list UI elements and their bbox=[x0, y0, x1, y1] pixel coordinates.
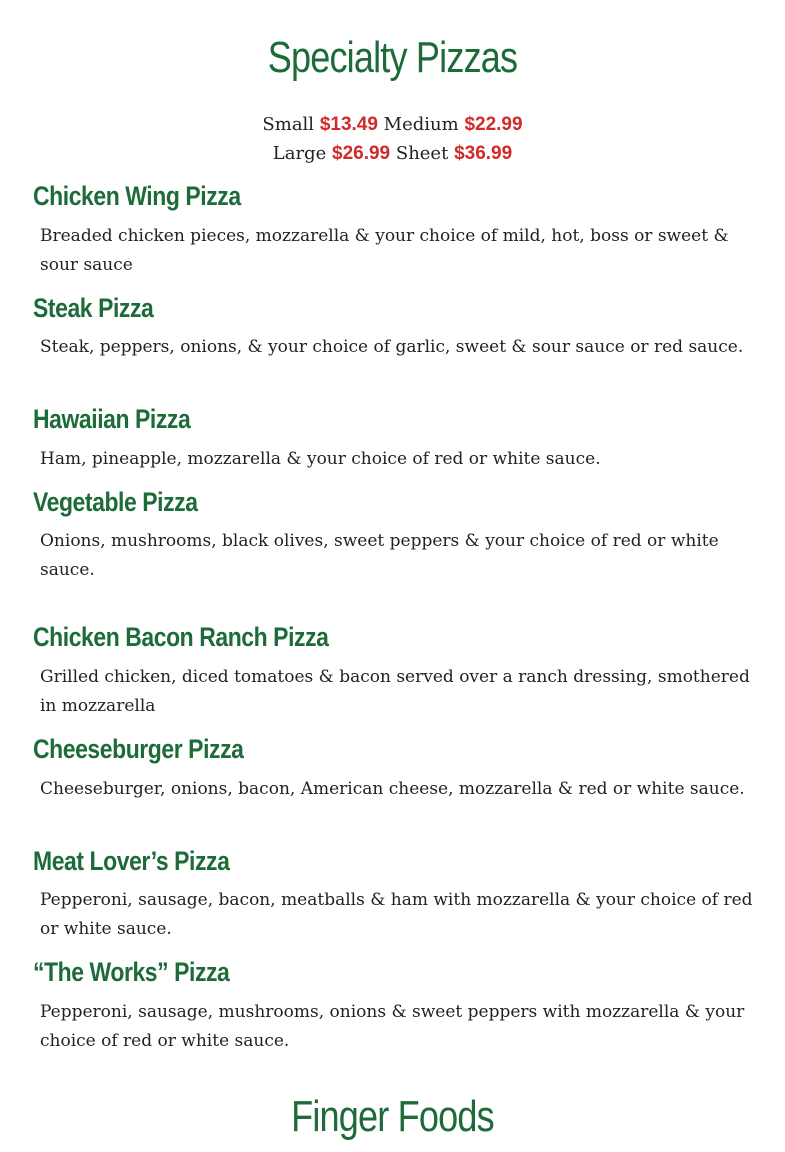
finger-foods-title: Finger Foods bbox=[291, 1092, 494, 1141]
item-desc-meat-lovers: Pepperoni, sausage, bacon, meatballs & ham with mozzarella & your choice of red or white sauce. bbox=[40, 890, 753, 939]
item-desc-hawaiian: Ham, pineapple, mozzarella & your choice of red or white sauce. bbox=[40, 449, 601, 469]
specialty-pizzas-title: Specialty Pizzas bbox=[267, 33, 518, 82]
item-title-hawaiian: Hawaiian Pizza bbox=[33, 404, 191, 434]
item-desc-cheeseburger: Cheeseburger, onions, bacon, American cheese, mozzarella & red or white sauce. bbox=[40, 779, 745, 799]
size-price-list bbox=[0, 110, 785, 168]
item-title-chicken-bacon-ranch: Chicken Bacon Ranch Pizza bbox=[33, 622, 329, 652]
item-title-cheeseburger: Cheeseburger Pizza bbox=[33, 734, 244, 764]
price-line-2 bbox=[0, 139, 785, 168]
size-label-medium: Medium bbox=[383, 114, 459, 135]
price-medium: $22.99 bbox=[464, 114, 523, 135]
item-desc-vegetable: Onions, mushrooms, black olives, sweet peppers & your choice of red or white sauce. bbox=[40, 531, 719, 580]
item-desc-chicken-bacon-ranch: Grilled chicken, diced tomatoes & bacon served over a ranch dressing, smothered in mozzarella bbox=[40, 667, 750, 716]
item-desc-the-works: Pepperoni, sausage, mushrooms, onions & sweet peppers with mozzarella & your choice of red or white sauce. bbox=[40, 1002, 745, 1051]
item-title-vegetable: Vegetable Pizza bbox=[33, 487, 198, 517]
item-title-chicken-wing: Chicken Wing Pizza bbox=[33, 181, 241, 211]
price-large: $26.99 bbox=[332, 143, 391, 164]
size-label-large: Large bbox=[272, 143, 327, 164]
price-line-1 bbox=[0, 110, 785, 139]
price-small: $13.49 bbox=[319, 114, 378, 135]
size-label-sheet: Sheet bbox=[395, 143, 449, 164]
item-desc-chicken-wing: Breaded chicken pieces, mozzarella & your choice of mild, hot, boss or sweet & sour sauce bbox=[40, 226, 729, 275]
price-sheet: $36.99 bbox=[454, 143, 513, 164]
item-title-the-works: “The Works” Pizza bbox=[33, 957, 230, 987]
item-desc-steak: Steak, peppers, onions, & your choice of garlic, sweet & sour sauce or red sauce. bbox=[40, 337, 744, 357]
item-title-steak: Steak Pizza bbox=[33, 293, 154, 323]
size-label-small: Small bbox=[262, 114, 315, 135]
item-title-meat-lovers: Meat Lover’s Pizza bbox=[33, 846, 230, 876]
